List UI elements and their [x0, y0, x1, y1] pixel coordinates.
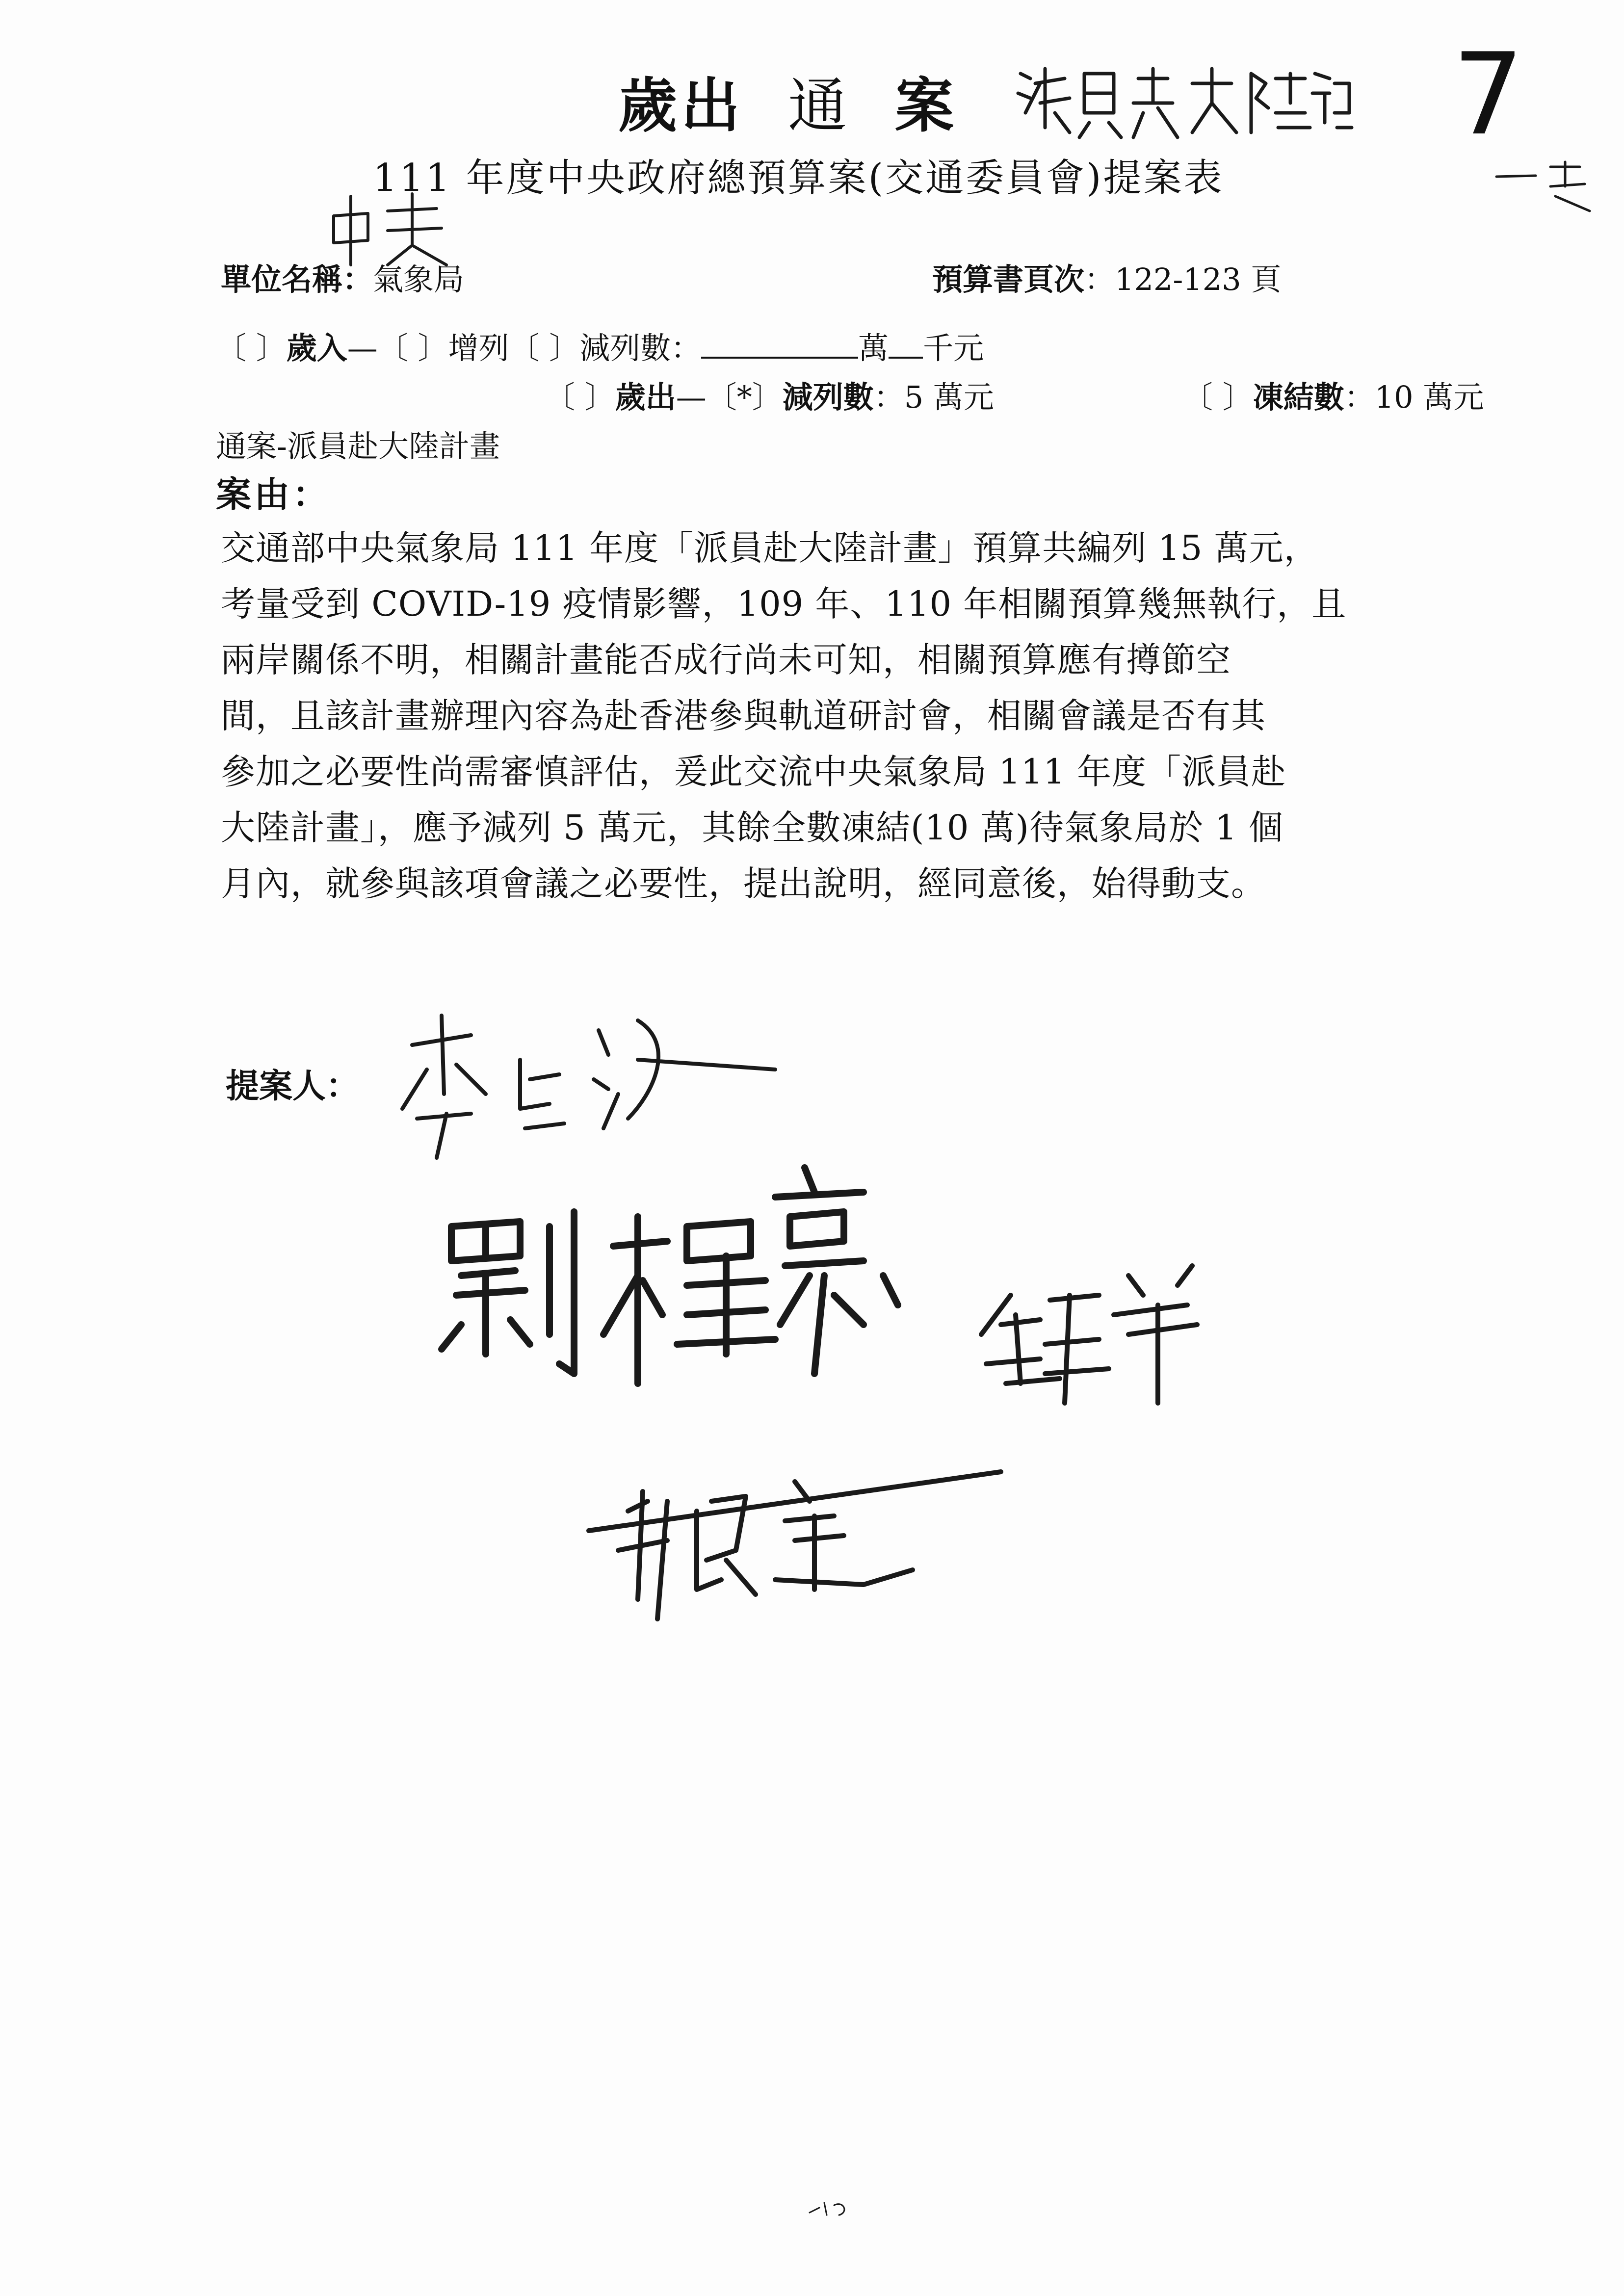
expenditure-label: 歲出	[615, 379, 676, 415]
handwritten-plan-name	[1011, 54, 1354, 142]
freeze-label: 凍結數	[1253, 379, 1344, 415]
reason-line: 交通部中央氣象局 111 年度「派員赴大陸計畫」預算共編列 15 萬元，	[221, 528, 1319, 568]
unit-label: 單位名稱：	[221, 261, 373, 297]
proposer-label: 提案人：	[226, 1067, 360, 1106]
cut-label: 減列數	[782, 379, 874, 415]
signature-3	[981, 1266, 1197, 1403]
reason-line: 月內，就參與該項會議之必要性，提出說明，經同意後，始得動支。	[221, 863, 1266, 904]
expenditure-cut-checkbox: —〔*〕	[676, 379, 783, 415]
revenue-label: 歲入	[286, 330, 347, 366]
revenue-checkbox: 〔 〕	[216, 330, 287, 366]
freeze-value: ：10 萬元	[1344, 379, 1484, 415]
cut-value: ：5 萬元	[873, 379, 994, 415]
revenue-row	[216, 324, 984, 367]
revenue-unit-qian: 千元	[923, 330, 984, 366]
reason-line: 考量受到 COVID-19 疫情影響，109 年、110 年相關預算幾無執行，且	[221, 584, 1347, 624]
handwritten-central	[324, 186, 451, 270]
budget-page-value: ：122-123 頁	[1084, 261, 1282, 297]
reason-body	[221, 520, 1536, 912]
reason-line: 大陸計畫」，應予減列 5 萬元，其餘全數凍結(10 萬)待氣象局於 1 個	[221, 808, 1284, 848]
freeze-checkbox: 〔 〕	[1182, 379, 1253, 415]
header-stamp	[618, 59, 958, 143]
expenditure-row	[545, 373, 994, 417]
reason-line: 參加之必要性尚需審慎評估，爰此交流中央氣象局 111 年度「派員赴	[221, 752, 1286, 792]
freeze-field	[1182, 373, 1484, 417]
expenditure-checkbox: 〔 〕	[545, 379, 615, 415]
budget-page-ref	[932, 255, 1281, 299]
qian-blank	[889, 328, 923, 359]
page-number: 7	[1452, 29, 1524, 160]
reason-line: 兩岸關係不明，相關計畫能否成行尚未可知，相關預算應有撙節空	[221, 640, 1231, 680]
revenue-options: —〔 〕增列〔 〕減列數：	[347, 330, 702, 366]
stamp-case: 案	[895, 71, 958, 140]
unit-value: 氣象局	[373, 261, 465, 297]
plan-name: 通案-派員赴大陸計畫	[216, 428, 500, 464]
corner-mark	[1492, 157, 1599, 221]
budget-page-label: 預算書頁次	[932, 261, 1085, 297]
wan-blank	[701, 328, 858, 359]
signature-2	[442, 1168, 898, 1383]
stamp-expenditure: 歲出	[618, 71, 744, 140]
form-title: 111 年度中央政府總預算案(交通委員會)提案表	[373, 156, 1224, 200]
signature-1	[402, 1016, 775, 1158]
stamp-general: 通	[788, 72, 851, 140]
revenue-unit-wan: 萬	[858, 330, 889, 366]
signature-4	[589, 1472, 1001, 1619]
bottom-mark	[805, 2193, 864, 2222]
reason-line: 間，且該計畫辦理內容為赴香港參與軌道研討會，相關會議是否有其	[221, 696, 1266, 736]
reason-label: 案由：	[216, 473, 331, 515]
